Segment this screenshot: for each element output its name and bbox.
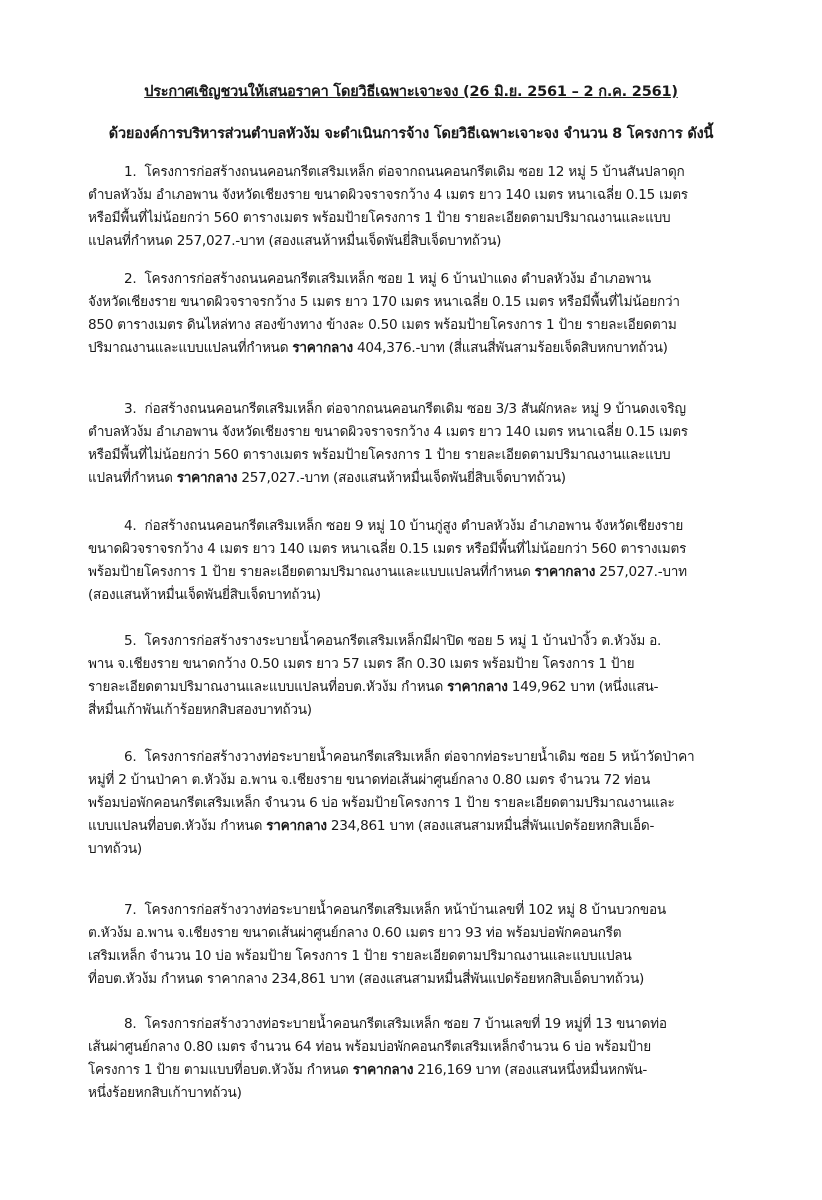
project-line: หรือมีพื้นที่ไม่น้อยกว่า 560 ตารางเมตร พร้อมป้ายโครงการ 1 ป้าย รายละเอียดตามปริมาณงานและแบบ [88,210,671,226]
project-item-6 [88,746,733,861]
project-number: 1. [124,164,137,180]
project-line: หรือมีพื้นที่ไม่น้อยกว่า 560 ตารางเมตร พร้อมป้ายโครงการ 1 ป้าย รายละเอียดตามปริมาณงานและแบบ [88,447,671,463]
reference-price: 234,861 บาท (สองแสนสามหมื่นสี่พันแปดร้อยหกสิบเอ็ด- [330,818,655,834]
page-title: ประกาศเชิญชวนให้เสนอราคา โดยวิธีเฉพาะเจาะจง (26 มิ.ย. 2561 – 2 ก.ค. 2561) [144,84,678,100]
project-line: หมู่ที่ 2 บ้านป่าคา ต.หัวง้ม อ.พาน จ.เชียงราย ขนาดท่อเส้นผ่าศูนย์กลาง 0.80 เมตร จำนวน 72 ท่อน [88,772,650,788]
reference-price-label: ราคากลาง [352,1062,414,1078]
project-line: พาน จ.เชียงราย ขนาดกว้าง 0.50 เมตร ยาว 57 เมตร ลึก 0.30 เมตร พร้อมป้าย โครงการ 1 ป้าย [88,656,635,672]
project-text: แบบแปลนที่อบต.หัวง้ม กำหนด [88,818,263,834]
project-line [88,676,733,699]
project-line [88,337,733,360]
reference-price: 257,027.-บาท (สองแสนห้าหมื่นเจ็ดพันยี่สิบเจ็ดบาทถ้วน) [237,470,566,486]
project-line: จังหวัดเชียงราย ขนาดผิวจราจรกว้าง 5 เมตร ยาว 170 เมตร หนาเฉลี่ย 0.15 เมตร หรือมีพื้นที่ไม่น้อยกว่า [88,294,680,310]
project-text: โครงการก่อสร้างวางท่อระบายน้ำคอนกรีตเสริมเหล็ก ต่อจากท่อระบายน้ำเดิม ซอย 5 หน้าวัดป่าคา [144,749,695,765]
reference-price-label: ราคากลาง [534,564,596,580]
reference-price: 149,962 บาท (หนึ่งแสน- [511,679,659,695]
project-text: พร้อมป้ายโครงการ 1 ป้าย รายละเอียดตามปริมาณงานและแบบแปลนที่กำหนด [88,564,531,580]
project-item-2 [88,268,733,360]
project-line: ตำบลหัวง้ม อำเภอพาน จังหวัดเชียงราย ขนาดผิวจราจรกว้าง 4 เมตร ยาว 140 เมตร หนาเฉลี่ย 0.15 เมตร [88,424,688,440]
reference-price-label: ราคากลาง [266,818,327,834]
project-line [88,1059,733,1082]
project-item-8 [88,1013,733,1105]
project-line: 850 ตารางเมตร ดินไหล่ทาง สองข้างทาง ข้างละ 0.50 เมตร พร้อมป้ายโครงการ 1 ป้าย รายละเอียดตาม [88,317,677,333]
project-item-1 [88,161,733,253]
intro-heading: ด้วยองค์การบริหารส่วนตำบลหัวง้ม จะดำเนินการจ้าง โดยวิธีเฉพาะเจาะจง จำนวน 8 โครงการ ดังนี้ [108,126,714,142]
project-line: บาทถ้วน) [88,841,142,857]
reference-price-label: ราคากลาง [447,679,508,695]
project-number: 7. [124,902,137,918]
reference-price: 216,169 บาท (สองแสนหนึ่งหมื่นหกพัน- [417,1062,648,1078]
reference-price: 404,376.-บาท (สี่แสนสี่พันสามร้อยเจ็ดสิบหกบาทถ้วน) [356,340,668,356]
project-line [88,899,733,922]
project-line: เสริมเหล็ก จำนวน 10 บ่อ พร้อมป้าย โครงการ 1 ป้าย รายละเอียดตามปริมาณงานและแบบแปลน [88,948,632,964]
project-line: เส้นผ่าศูนย์กลาง 0.80 เมตร จำนวน 64 ท่อน พร้อมบ่อพักคอนกรีตเสริมเหล็กจำนวน 6 บ่อ พร้อมป้าย [88,1039,652,1055]
project-number: 5. [124,633,137,649]
project-text: โครงการ 1 ป้าย ตามแบบที่อบต.หัวง้ม กำหนด [88,1062,349,1078]
project-line: แปลนที่กำหนด 257,027.-บาท (สองแสนห้าหมื่นเจ็ดพันยี่สิบเจ็ดบาทถ้วน) [88,233,502,249]
project-line: ต.หัวง้ม อ.พาน จ.เชียงราย ขนาดเส้นผ่าศูนย์กลาง 0.60 เมตร ยาว 93 ท่อ พร้อมบ่อพักคอนกรีต [88,925,622,941]
project-text: รายละเอียดตามปริมาณงานและแบบแปลนที่อบต.หัวง้ม กำหนด [88,679,444,695]
project-item-4 [88,515,733,607]
reference-price-label: ราคากลาง [292,340,353,356]
project-number: 4. [124,518,137,534]
project-line [88,746,733,769]
project-line [88,398,733,421]
project-item-5 [88,630,733,722]
project-item-3 [88,398,733,490]
project-line: สี่หมื่นเก้าพันเก้าร้อยหกสิบสองบาทถ้วน) [88,702,312,718]
project-line: ที่อบต.หัวง้ม กำหนด ราคากลาง 234,861 บาท (สองแสนสามหมื่นสี่พันแปดร้อยหกสิบเอ็ดบาทถ้วน) [88,971,645,987]
project-line [88,630,733,653]
project-line: ขนาดผิวจราจรกว้าง 4 เมตร ยาว 140 เมตร หนาเฉลี่ย 0.15 เมตร หรือมีพื้นที่ไม่น้อยกว่า 560 ตารางเมตร [88,541,687,557]
project-line [88,268,733,291]
project-line: ตำบลหัวง้ม อำเภอพาน จังหวัดเชียงราย ขนาดผิวจราจรกว้าง 4 เมตร ยาว 140 เมตร หนาเฉลี่ย 0.15 เมตร [88,187,688,203]
project-text: ก่อสร้างถนนคอนกรีตเสริมเหล็ก ซอย 9 หมู่ 10 บ้านกู่สูง ตำบลหัวง้ม อำเภอพาน จังหวัดเชียงราย [144,518,684,534]
project-number: 2. [124,271,137,287]
project-text: ก่อสร้างถนนคอนกรีตเสริมเหล็ก ต่อจากถนนคอนกรีตเดิม ซอย 3/3 สันผักหละ หมู่ 9 บ้านดงเจริญ [144,401,686,417]
project-text: โครงการก่อสร้างรางระบายน้ำคอนกรีตเสริมเหล็กมีฝาปิด ซอย 5 หมู่ 1 บ้านป่างิ้ว ต.หัวง้ม อ. [144,633,662,649]
project-line: พร้อมบ่อพักคอนกรีตเสริมเหล็ก จำนวน 6 บ่อ พร้อมป้ายโครงการ 1 ป้าย รายละเอียดตามปริมาณงานและ [88,795,675,811]
project-line [88,467,733,490]
project-number: 6. [124,749,137,765]
project-line: หนึ่งร้อยหกสิบเก้าบาทถ้วน) [88,1085,242,1101]
project-number: 3. [124,401,137,417]
reference-price-label: ราคากลาง [176,470,238,486]
project-text: โครงการก่อสร้างวางท่อระบายน้ำคอนกรีตเสริมเหล็ก หน้าบ้านเลขที่ 102 หมู่ 8 บ้านบวกขอน [144,902,666,918]
project-text: แปลนที่กำหนด [88,470,173,486]
project-text: โครงการก่อสร้างวางท่อระบายน้ำคอนกรีตเสริมเหล็ก ซอย 7 บ้านเลขที่ 19 หมู่ที่ 13 ขนาดท่อ [144,1016,667,1032]
project-line [88,515,733,538]
project-line [88,1013,733,1036]
reference-price: 257,027.-บาท [599,564,687,580]
project-text: โครงการก่อสร้างถนนคอนกรีตเสริมเหล็ก ต่อจากถนนคอนกรีตเดิม ซอย 12 หมู่ 5 บ้านสันปลาดุก [144,164,685,180]
project-line [88,815,733,838]
project-line [88,161,733,184]
project-number: 8. [124,1016,137,1032]
project-text: ปริมาณงานและแบบแปลนที่กำหนด [88,340,289,356]
project-item-7 [88,899,733,991]
project-text: โครงการก่อสร้างถนนคอนกรีตเสริมเหล็ก ซอย 1 หมู่ 6 บ้านป่าแดง ตำบลหัวง้ม อำเภอพาน [144,271,651,287]
project-line [88,561,733,584]
project-line: (สองแสนห้าหมื่นเจ็ดพันยี่สิบเจ็ดบาทถ้วน) [88,587,321,603]
